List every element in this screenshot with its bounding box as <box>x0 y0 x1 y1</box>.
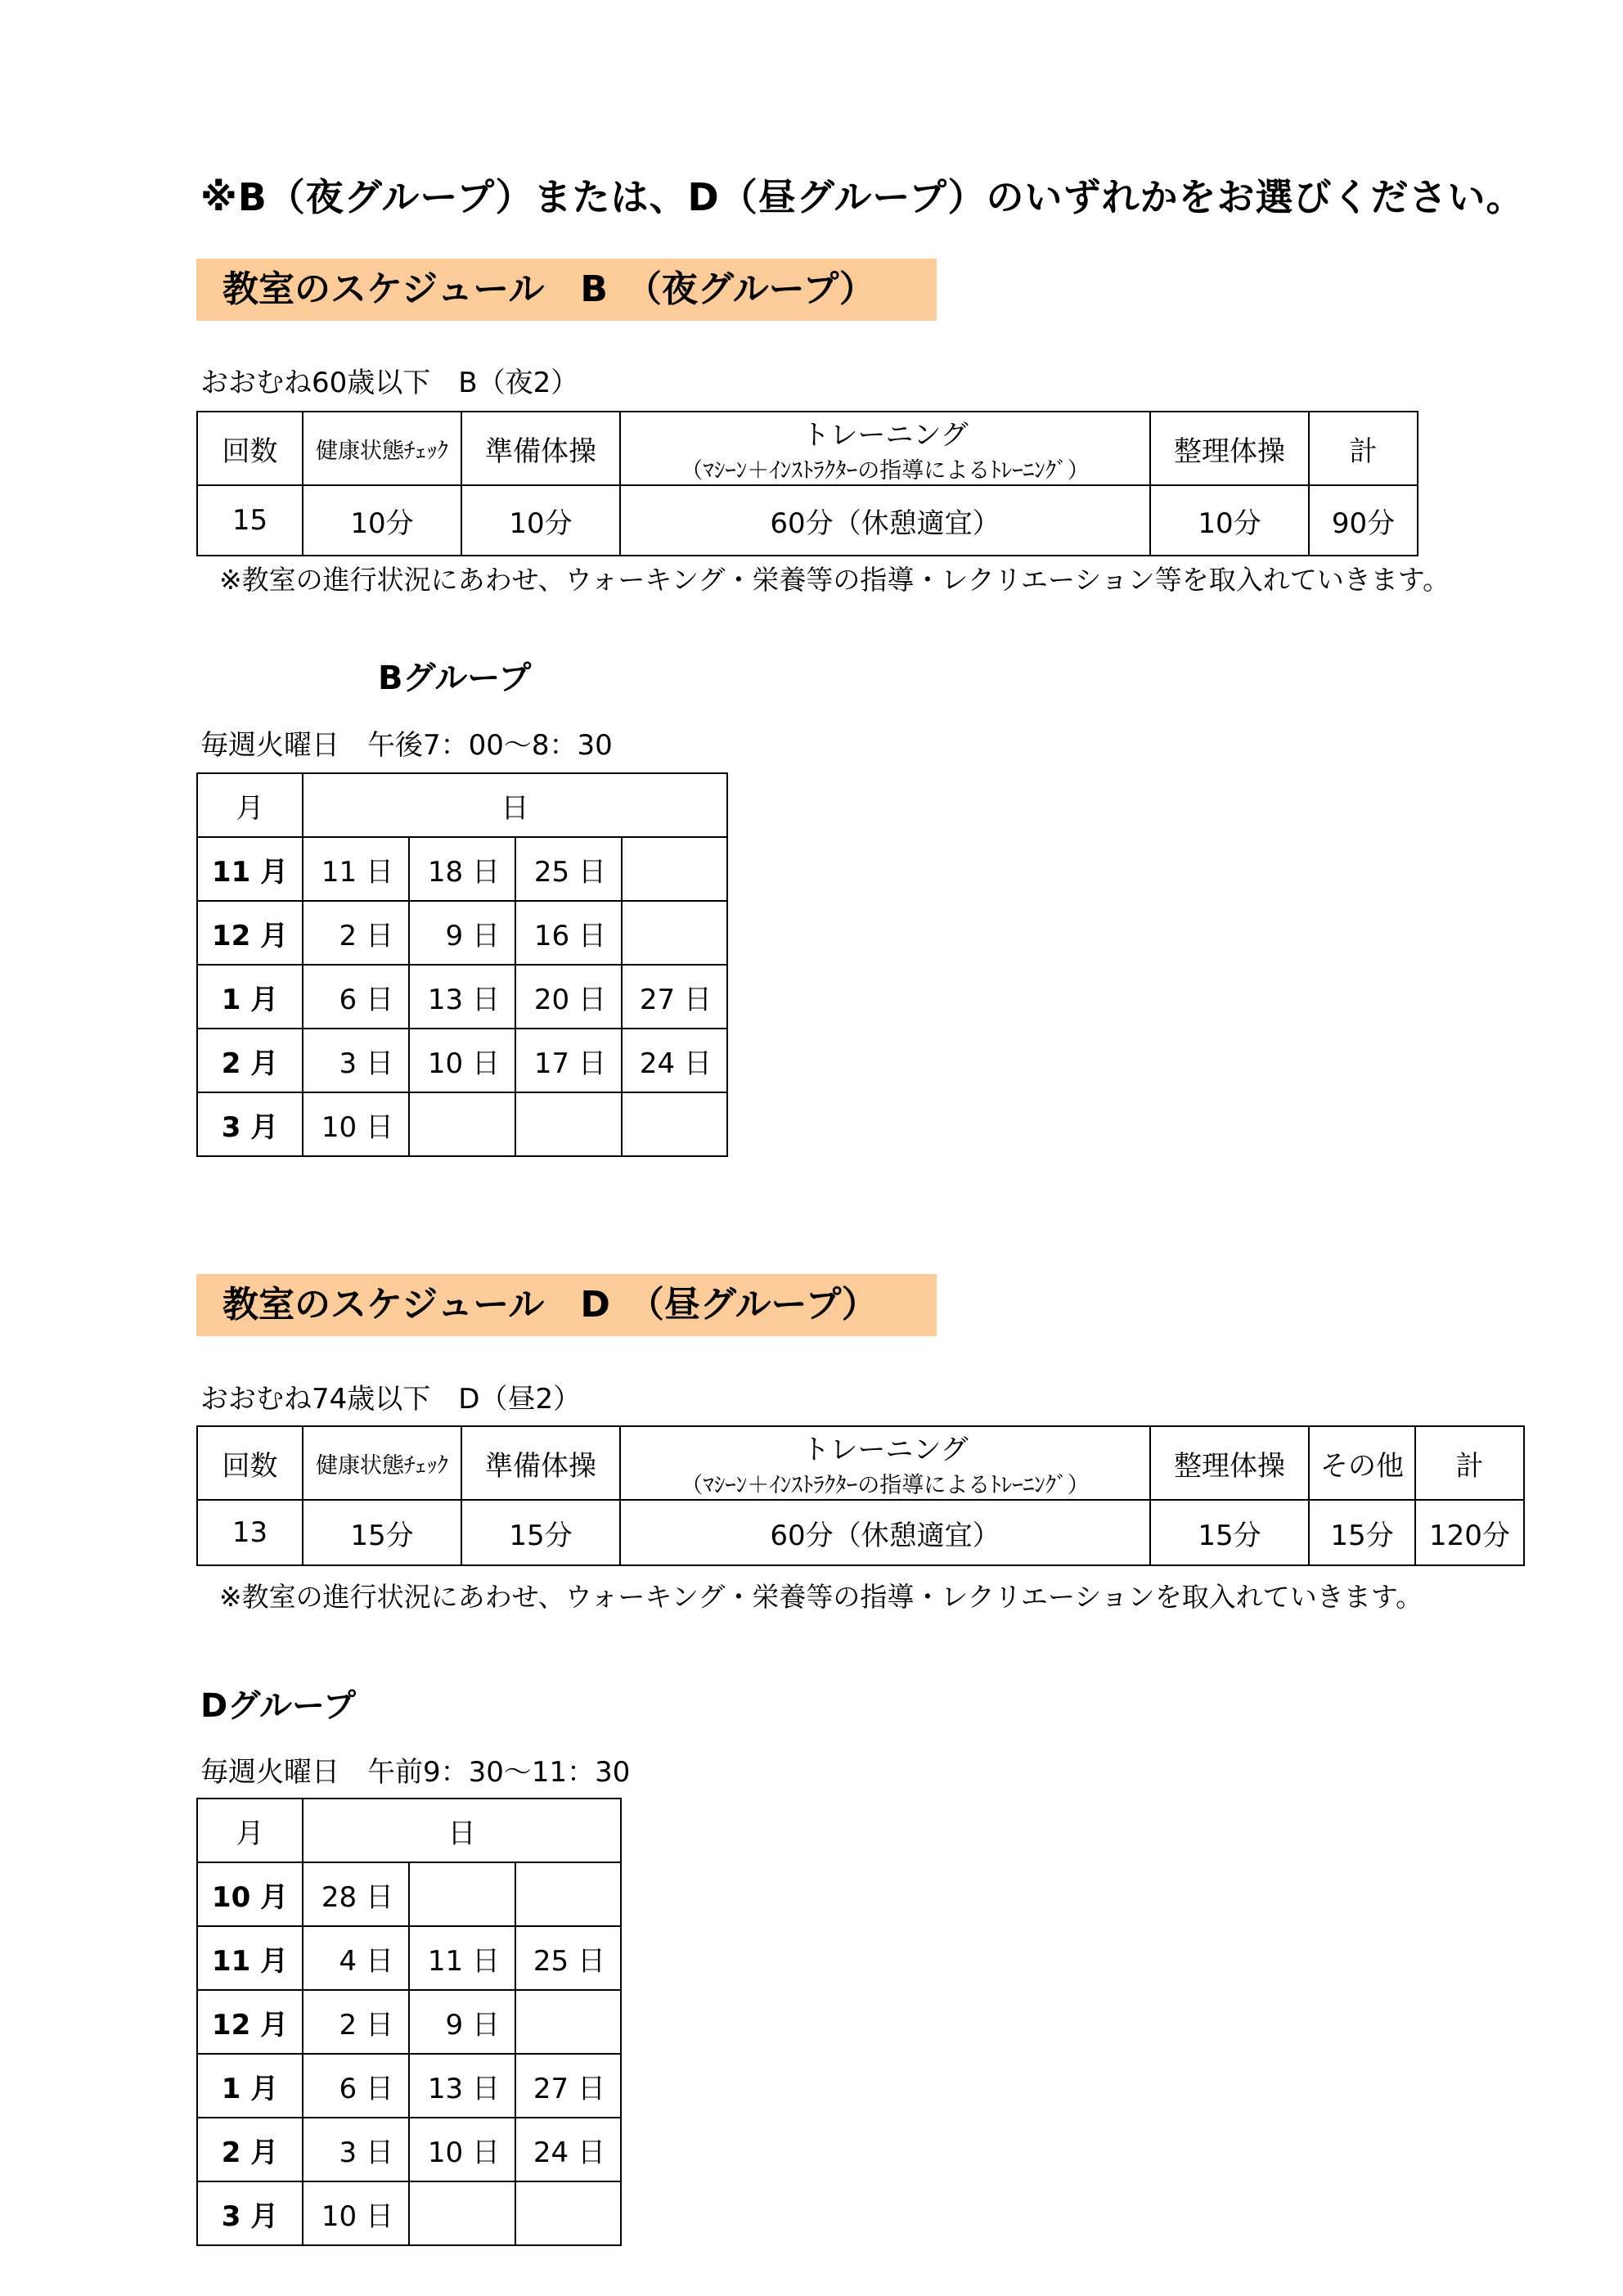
calendar-header-month: 月 <box>197 1799 303 1862</box>
calendar-row <box>197 965 727 1029</box>
calendar-row <box>197 1092 727 1156</box>
calendar-day <box>622 837 727 901</box>
value-training: 60分（休憩適宜） <box>620 1500 1150 1565</box>
section-b-subtitle: おおむね60歳以下 B（夜2） <box>200 367 579 399</box>
header-cooldown: 整理体操 <box>1150 412 1309 485</box>
value-total: 90分 <box>1309 485 1418 556</box>
header-other: その他 <box>1309 1426 1415 1500</box>
calendar-month: 3 月 <box>197 2181 303 2245</box>
calendar-day: 25 日 <box>515 837 622 901</box>
header-count: 回数 <box>197 1426 303 1500</box>
calendar-day: 10 日 <box>303 1092 409 1156</box>
calendar-day: 24 日 <box>622 1029 727 1092</box>
calendar-day: 11 日 <box>303 837 409 901</box>
group-b-time: 毎週火曜日 午後7：00～8：30 <box>200 729 613 762</box>
section-b-schedule-table <box>196 411 1418 556</box>
calendar-day <box>515 2181 621 2245</box>
calendar-row <box>197 2054 621 2118</box>
value-cooldown: 10分 <box>1150 485 1309 556</box>
calendar-month: 2 月 <box>197 2118 303 2181</box>
calendar-day: 3 日 <box>303 2118 409 2181</box>
header-training-label: トレーニング <box>802 1434 969 1466</box>
calendar-day: 28 日 <box>303 1862 409 1926</box>
calendar-day: 24 日 <box>515 2118 621 2181</box>
calendar-month: 3 月 <box>197 1092 303 1156</box>
calendar-row <box>197 1029 727 1092</box>
calendar-month: 1 月 <box>197 965 303 1029</box>
calendar-header-day: 日 <box>303 1799 621 1862</box>
calendar-day <box>515 1092 622 1156</box>
calendar-day <box>515 1862 621 1926</box>
header-warmup: 準備体操 <box>461 412 620 485</box>
calendar-row <box>197 1862 621 1926</box>
calendar-day: 13 日 <box>409 965 515 1029</box>
calendar-month: 10 月 <box>197 1862 303 1926</box>
header-training-label: トレーニング <box>802 419 969 452</box>
calendar-day <box>409 2181 515 2245</box>
header-training-sub: （ﾏｼｰﾝ＋ｲﾝｽﾄﾗｸﾀｰの指導によるﾄﾚｰﾆﾝｸﾞ） <box>681 458 1090 484</box>
calendar-day <box>515 1990 621 2054</box>
value-warmup: 10分 <box>461 485 620 556</box>
group-d-time: 毎週火曜日 午前9：30～11：30 <box>200 1756 631 1789</box>
calendar-row <box>197 2181 621 2245</box>
value-health-check: 10分 <box>303 485 461 556</box>
calendar-day: 11 日 <box>409 1926 515 1990</box>
header-warmup: 準備体操 <box>461 1426 620 1500</box>
calendar-day: 9 日 <box>409 901 515 965</box>
header-training <box>620 412 1150 485</box>
header-health-check: 健康状態ﾁｪｯｸ <box>303 1426 461 1500</box>
calendar-day: 27 日 <box>622 965 727 1029</box>
calendar-day: 2 日 <box>303 1990 409 2054</box>
header-training-sub: （ﾏｼｰﾝ＋ｲﾝｽﾄﾗｸﾀｰの指導によるﾄﾚｰﾆﾝｸﾞ） <box>681 1473 1090 1498</box>
header-health-check: 健康状態ﾁｪｯｸ <box>303 412 461 485</box>
header-cooldown: 整理体操 <box>1150 1426 1309 1500</box>
calendar-day <box>622 901 727 965</box>
calendar-row <box>197 1990 621 2054</box>
value-other: 15分 <box>1309 1500 1415 1565</box>
group-b-calendar <box>196 772 728 1157</box>
value-training: 60分（休憩適宜） <box>620 485 1150 556</box>
calendar-day <box>409 1862 515 1926</box>
calendar-day: 9 日 <box>409 1990 515 2054</box>
calendar-header-month: 月 <box>197 773 303 837</box>
calendar-month: 12 月 <box>197 901 303 965</box>
calendar-month: 2 月 <box>197 1029 303 1092</box>
section-b-note: ※教室の進行状況にあわせ、ウォーキング・栄養等の指導・レクリエーション等を取入れていきます。 <box>219 564 1450 596</box>
calendar-day: 18 日 <box>409 837 515 901</box>
group-d-title: Dグループ <box>200 1687 357 1725</box>
calendar-day: 10 日 <box>303 2181 409 2245</box>
section-d-schedule-table <box>196 1425 1525 1566</box>
header-training <box>620 1426 1150 1500</box>
calendar-day <box>409 1092 515 1156</box>
selection-notice: ※B（夜グループ）または、D（昼グループ）のいずれかをお選びください。 <box>200 175 1525 219</box>
calendar-day: 17 日 <box>515 1029 622 1092</box>
section-d-note: ※教室の進行状況にあわせ、ウォーキング・栄養等の指導・レクリエーションを取入れていきます。 <box>219 1581 1423 1613</box>
calendar-day: 27 日 <box>515 2054 621 2118</box>
header-total: 計 <box>1415 1426 1524 1500</box>
calendar-month: 12 月 <box>197 1990 303 2054</box>
calendar-day: 2 日 <box>303 901 409 965</box>
calendar-day: 16 日 <box>515 901 622 965</box>
calendar-row <box>197 901 727 965</box>
calendar-day: 10 日 <box>409 2118 515 2181</box>
section-d-banner: 教室のスケジュール D （昼グループ） <box>196 1274 937 1336</box>
calendar-day: 10 日 <box>409 1029 515 1092</box>
calendar-day: 6 日 <box>303 2054 409 2118</box>
section-d-subtitle: おおむね74歳以下 D（昼2） <box>200 1383 582 1416</box>
value-health-check: 15分 <box>303 1500 461 1565</box>
calendar-row <box>197 837 727 901</box>
group-b-title: Bグループ <box>378 660 532 697</box>
calendar-row <box>197 1926 621 1990</box>
calendar-day: 3 日 <box>303 1029 409 1092</box>
value-cooldown: 15分 <box>1150 1500 1309 1565</box>
header-total: 計 <box>1309 412 1418 485</box>
value-count: 15 <box>197 485 303 556</box>
calendar-day <box>622 1092 727 1156</box>
header-count: 回数 <box>197 412 303 485</box>
calendar-month: 1 月 <box>197 2054 303 2118</box>
calendar-day: 4 日 <box>303 1926 409 1990</box>
value-count: 13 <box>197 1500 303 1565</box>
calendar-day: 13 日 <box>409 2054 515 2118</box>
calendar-month: 11 月 <box>197 1926 303 1990</box>
calendar-day: 20 日 <box>515 965 622 1029</box>
calendar-header-day: 日 <box>303 773 727 837</box>
calendar-row <box>197 2118 621 2181</box>
value-warmup: 15分 <box>461 1500 620 1565</box>
value-total: 120分 <box>1415 1500 1524 1565</box>
group-d-calendar <box>196 1798 622 2246</box>
section-b-banner: 教室のスケジュール B （夜グループ） <box>196 259 937 321</box>
calendar-month: 11 月 <box>197 837 303 901</box>
calendar-day: 6 日 <box>303 965 409 1029</box>
calendar-day: 25 日 <box>515 1926 621 1990</box>
